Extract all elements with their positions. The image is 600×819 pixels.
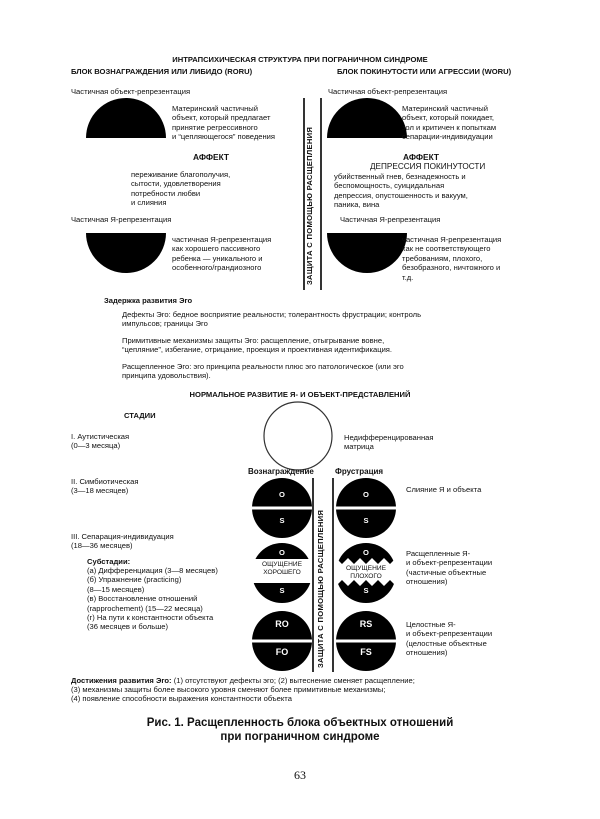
left-self-label: Частичная Я-репрезентация <box>71 215 172 224</box>
reward-column-label: Вознаграждение <box>248 467 314 476</box>
frustration-column-label: Фрустрация <box>335 467 384 476</box>
achievements-text2: (3) механизмы защиты более высокого уровня сменяют более примитивные механизмы; (4) появление способности выражения константности объекта <box>71 685 386 704</box>
left-object-half-circle <box>86 98 166 138</box>
right-affect-title: АФФЕКТ <box>403 152 440 162</box>
left-affect-title: АФФЕКТ <box>193 152 230 162</box>
fusion-reward-o: O <box>279 490 285 499</box>
stage-separation: III. Сепарация-индивидуация (18—36 месяцев) <box>71 532 174 551</box>
whole-frustration-fs: FS <box>360 647 372 657</box>
bad-split-o: O <box>363 548 369 557</box>
defense-label-lower: ЗАЩИТА С ПОМОЩЬЮ РАСЩЕПЛЕНИЯ <box>316 509 325 668</box>
left-self-half-circle <box>86 233 166 273</box>
left-block-title: БЛОК ВОЗНАГРАЖДЕНИЯ ИЛИ ЛИБИДО (RORU) <box>71 67 253 76</box>
right-affect-subtitle: ДЕПРЕССИЯ ПОКИНУТОСТИ <box>370 162 486 171</box>
right-object-description: Материнский частичный объект, который покидает, зол и критичен к попыткам сепарации-индивидуации <box>402 104 497 142</box>
substages-list: (а) Дифференциация (3—8 месяцев) (б) Упражнение (practicing) (8—15 месяцев) (в) Восстановление отношений (rapprochement) (15—22 месяца) (г) На пути к константности объекта (36 месяцев и больше) <box>87 566 218 632</box>
stage-autistic: I. Аутистическая (0—3 месяца) <box>71 432 130 451</box>
right-self-half-circle <box>327 233 407 273</box>
fusion-reward-s: S <box>279 516 285 525</box>
good-split-s: S <box>279 586 285 595</box>
ego-delay-title: Задержка развития Эго <box>104 296 193 305</box>
achievements-title: Достижения развития Эго: <box>71 676 172 685</box>
right-block-title: БЛОК ПОКИНУТОСТИ ИЛИ АГРЕССИИ (WORU) <box>337 67 512 76</box>
bad-split-s: S <box>363 586 369 595</box>
primitive-defenses-text: Примитивные механизмы защиты Эго: расщепление, отыгрывание вовне, “цепляние”, избегание, отрицание, проекция и проективная идентификация. <box>122 336 393 355</box>
good-feeling-label: ОЩУЩЕНИЕ ХОРОШЕГО <box>262 561 302 576</box>
split-ego-text: Расщепленное Эго: эго принципа реальности плюс эго патологическое (или эго принципа удовольствия). <box>122 362 404 381</box>
bad-feeling-label: ОЩУЩЕНИЕ ПЛОХОГО <box>346 565 386 580</box>
right-self-label: Частичная Я-репрезентация <box>340 215 441 224</box>
defense-label-upper: ЗАЩИТА С ПОМОЩЬЮ РАСЩЕПЛЕНИЯ <box>305 126 314 285</box>
ego-defects-text: Дефекты Эго: бедное восприятие реальности; толерантность фрустрации; контроль импульсов; границы Эго <box>122 310 422 329</box>
achievements-line1 <box>71 676 415 685</box>
fusion-label: Слияние Я и объекта <box>406 485 482 494</box>
page-number: 63 <box>294 768 306 782</box>
split-representations-label: Расщепленные Я- и объект-репрезентации (частичные объектные отношения) <box>406 549 493 587</box>
left-affect-description: переживание благополучия, сытости, удовлетворения потребности любви и слияния <box>131 170 231 208</box>
matrix-label: Недифференцированная матрица <box>344 433 434 452</box>
substages-title: Субстадии: <box>87 557 131 566</box>
fusion-frustration-o: O <box>363 490 369 499</box>
right-self-description: частичная Я-репрезентация как не соответствующего требованиям, плохого, безобразного, ничтожного и т.д. <box>402 235 502 282</box>
left-self-description: частичная Я-репрезентация как хорошего пассивного ребенка — уникального и особенного/грандиозного <box>172 235 272 273</box>
left-object-label: Частичная объект-репрезентация <box>71 87 191 96</box>
fusion-frustration-s: S <box>363 516 369 525</box>
whole-representations-label: Целостные Я- и объект-репрезентации (целостные объектные отношения) <box>406 620 493 658</box>
good-split-o: O <box>279 548 285 557</box>
whole-frustration-rs: RS <box>359 619 373 629</box>
right-object-half-circle <box>327 98 407 138</box>
left-object-description: Материнский частичный объект, который предлагает принятие регрессивного и “цепляющегося” поведения <box>172 104 276 142</box>
matrix-circle <box>264 402 332 470</box>
achievements-text1: (1) отсутствуют дефекты эго; (2) вытеснение сменяет расщепление; <box>171 676 415 685</box>
whole-reward-fo: FO <box>275 647 289 657</box>
normal-development-title: НОРМАЛЬНОЕ РАЗВИТИЕ Я- И ОБЪЕКТ-ПРЕДСТАВЛЕНИЙ <box>189 390 411 399</box>
stage-symbiotic: II. Симбиотическая (3—18 месяцев) <box>71 477 139 496</box>
stages-title: СТАДИИ <box>124 411 156 420</box>
diagram-title: ИНТРАПСИХИЧЕСКАЯ СТРУКТУРА ПРИ ПОГРАНИЧНОМ СИНДРОМЕ <box>172 55 428 64</box>
right-object-label: Частичная объект-репрезентация <box>328 87 448 96</box>
figure-caption: Рис. 1. Расщепленность блока объектных отношений при пограничном синдроме <box>146 717 454 743</box>
right-affect-description: убийственный гнев, безнадежность и беспомощность, суицидальная депрессия, опустошенность и вакуум, паника, вина <box>334 172 468 210</box>
whole-reward-ro: RO <box>275 619 289 629</box>
